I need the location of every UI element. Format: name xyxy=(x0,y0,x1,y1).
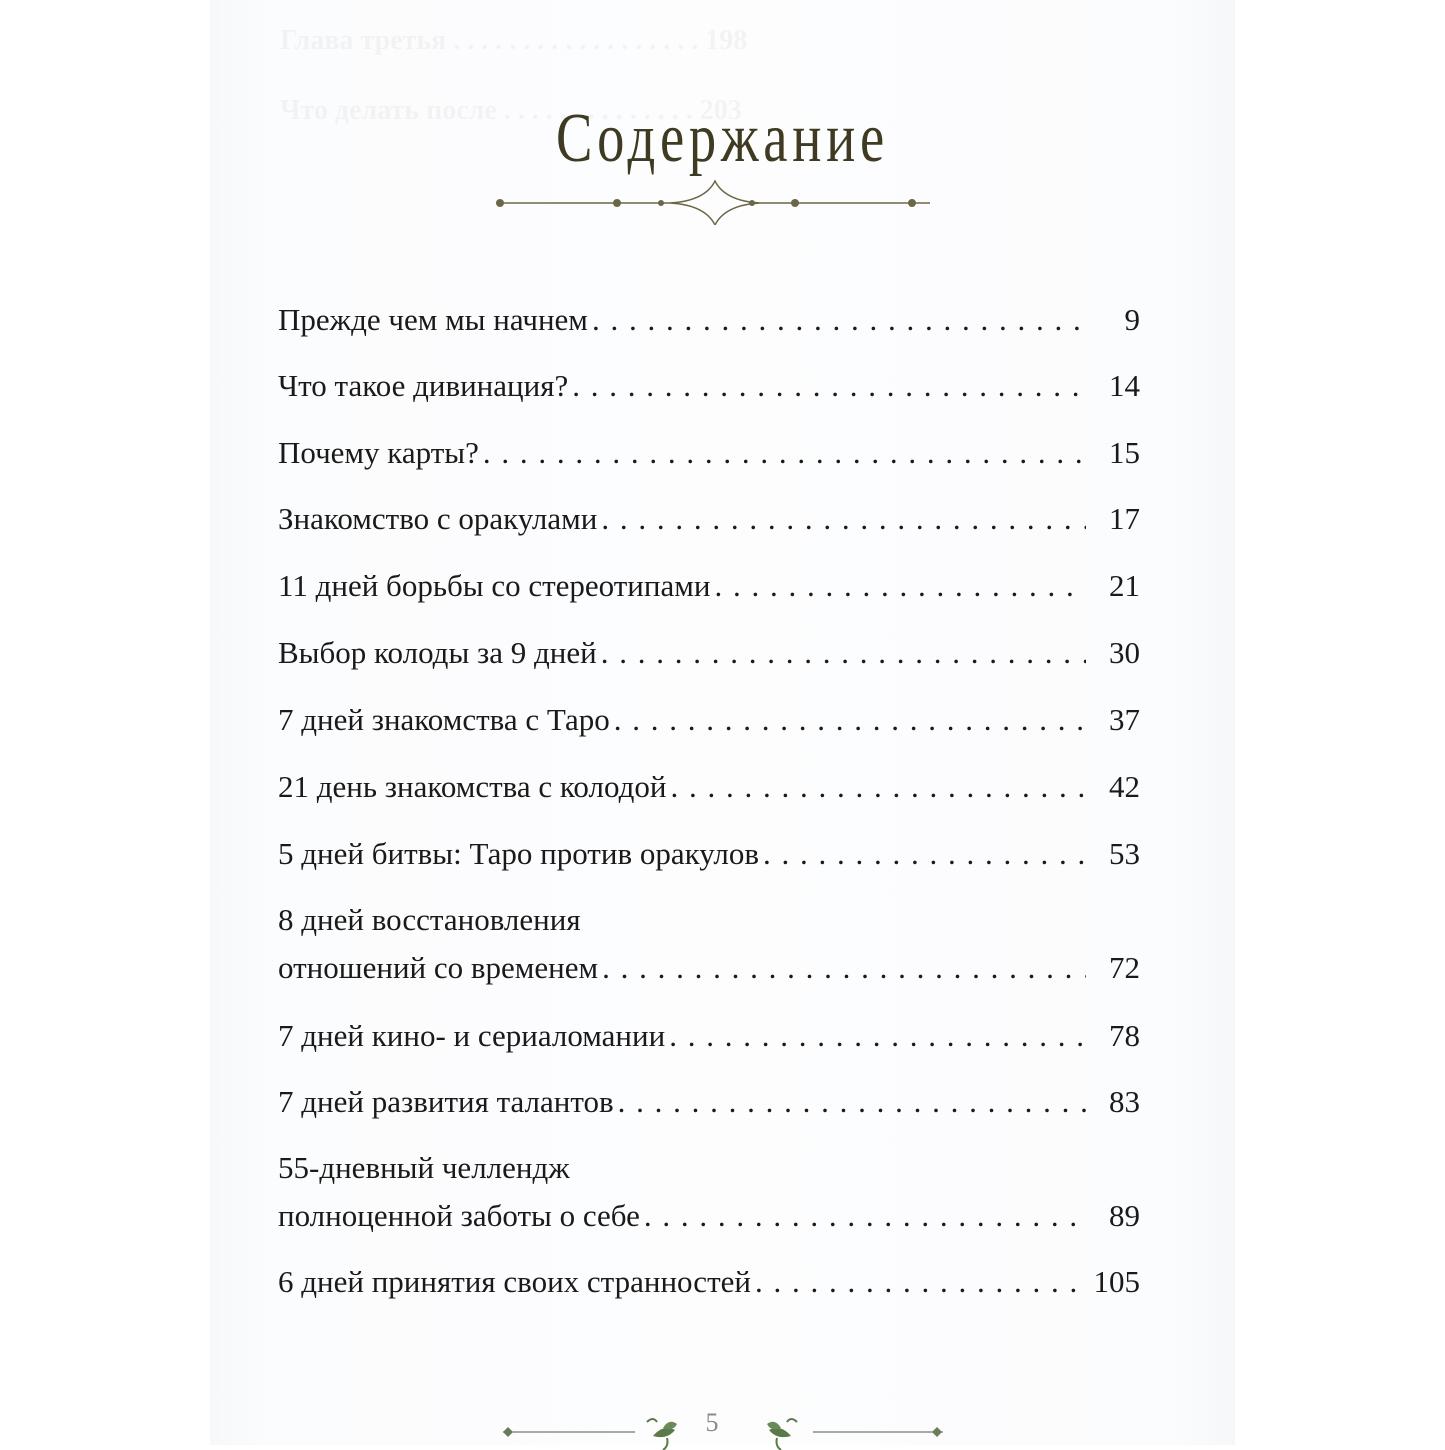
toc-entry[interactable] xyxy=(278,362,1140,410)
toc-entry-title: 21 день знакомства с колодой xyxy=(278,769,667,804)
toc-entry-page: 72 xyxy=(1109,950,1140,985)
toc-entry-title: 7 дней кино- и сериаломании xyxy=(278,1018,666,1053)
toc-entry-page: 83 xyxy=(1109,1084,1140,1119)
dot-leader xyxy=(602,944,1086,992)
toc-entry-title-line-1: 8 дней восстановления xyxy=(278,902,581,937)
dot-leader xyxy=(572,362,1086,410)
toc-entry[interactable] xyxy=(278,1258,1140,1306)
dot-leader xyxy=(714,562,1086,610)
dot-leader xyxy=(644,1192,1086,1240)
dot-leader xyxy=(669,1012,1086,1060)
toc-entry[interactable] xyxy=(278,1150,1140,1240)
toc-entry-page: 37 xyxy=(1109,702,1140,737)
page-title: Содержание xyxy=(556,99,889,177)
toc-entry[interactable] xyxy=(278,429,1140,477)
toc-entry-title: Знакомство с оракулами xyxy=(278,501,598,536)
toc-entry[interactable] xyxy=(278,696,1140,744)
toc-entry-title-line-2: отношений со временем xyxy=(278,950,599,985)
dot-leader xyxy=(618,1078,1086,1126)
toc-entry-page: 105 xyxy=(1093,1264,1140,1299)
toc-entry-title: 5 дней битвы: Таро против оракулов xyxy=(278,836,759,871)
dot-leader xyxy=(614,696,1086,744)
dot-leader xyxy=(763,830,1086,878)
toc-entry-page: 78 xyxy=(1109,1018,1140,1053)
toc-entry-title: Выбор колоды за 9 дней xyxy=(278,635,597,670)
toc-entry-page: 17 xyxy=(1109,501,1140,536)
divider-ornament-icon xyxy=(490,175,940,225)
toc-entry-title: Почему карты? xyxy=(278,435,479,470)
toc-entry-title: Прежде чем мы начнем xyxy=(278,302,588,337)
dot-leader xyxy=(592,296,1086,344)
toc-entry-title-line-1: 55-дневный челлендж xyxy=(278,1150,570,1185)
toc-entry-page: 9 xyxy=(1124,302,1140,337)
toc-entry[interactable] xyxy=(278,629,1140,677)
toc-entry-title: 11 дней борьбы со стереотипами xyxy=(278,568,711,603)
page-number: 5 xyxy=(705,1408,719,1437)
toc-entry[interactable] xyxy=(278,763,1140,811)
toc-entry-page: 89 xyxy=(1109,1198,1140,1233)
toc-entry-page: 42 xyxy=(1109,769,1140,804)
toc-entry-title: 7 дней развития талантов xyxy=(278,1084,614,1119)
toc-entry[interactable] xyxy=(278,902,1140,992)
dot-leader xyxy=(670,763,1086,811)
toc-entry-page: 14 xyxy=(1109,368,1140,403)
toc-entry-title: 7 дней знакомства с Таро xyxy=(278,702,610,737)
show-through-text xyxy=(280,25,747,57)
toc-entry[interactable] xyxy=(278,296,1140,344)
toc-entry[interactable] xyxy=(278,830,1140,878)
dot-leader xyxy=(483,429,1086,477)
toc-entry-title-line-2: полноценной заботы о себе xyxy=(278,1198,640,1233)
toc-entry-page: 30 xyxy=(1109,635,1140,670)
toc-entry[interactable] xyxy=(278,1012,1140,1060)
toc-entry-page: 53 xyxy=(1109,836,1140,871)
toc-entry-page: 21 xyxy=(1109,568,1140,603)
dot-leader xyxy=(755,1258,1080,1306)
toc-entry[interactable] xyxy=(278,562,1140,610)
toc-entry[interactable] xyxy=(278,1078,1140,1126)
dot-leader xyxy=(601,629,1086,677)
dot-leader xyxy=(601,495,1086,543)
toc-entry-title: 6 дней принятия своих странностей xyxy=(278,1264,751,1299)
toc-entry[interactable] xyxy=(278,495,1140,543)
toc-entry-title: Что такое дивинация? xyxy=(278,368,569,403)
toc-entry-page: 15 xyxy=(1109,435,1140,470)
